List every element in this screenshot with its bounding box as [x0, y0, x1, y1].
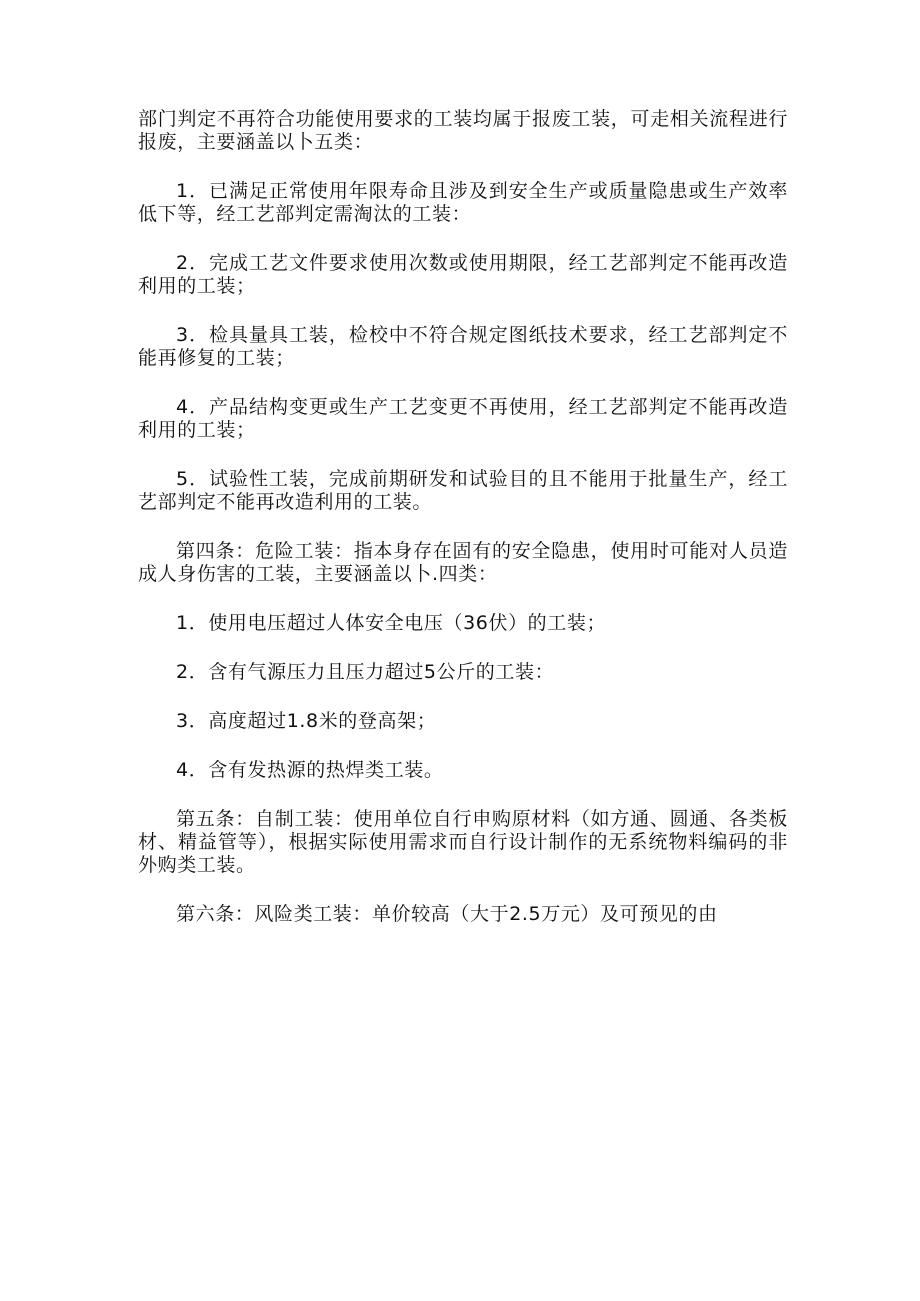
paragraph-danger-item-3: 3．高度超过1.8米的登高架；: [176, 710, 437, 732]
paragraph-intro: 部门判定不再符合功能使用要求的工装均属于报废工装，可走相关流程进行报废，主要涵盖以卜五类：: [138, 108, 788, 153]
paragraph-scrap-item-2: 2．完成工艺文件要求使用次数或使用期限，经工艺部判定不能再改造利用的工装；: [138, 252, 788, 297]
paragraph-scrap-item-1: 1．已满足正常使用年限寿命且涉及到安全生产或质量隐患或生产效率低下等，经工艺部判定需淘汰的工装：: [138, 180, 788, 225]
paragraph-scrap-item-3: 3．检具量具工装，检校中不符合规定图纸技术要求，经工艺部判定不能再修复的工装；: [138, 324, 788, 369]
paragraph-article-5: 第五条：自制工装：使用单位自行申购原材料（如方通、圆通、各类板材、精益管等），根据实际使用需求而自行设计制作的无系统物料编码的非外购类工装。: [138, 808, 788, 876]
paragraph-scrap-item-5: 5．试验性工装，完成前期研发和试验目的且不能用于批量生产，经工艺部判定不能再改造利用的工装。: [138, 468, 788, 513]
paragraph-scrap-item-4: 4．产品结构变更或生产工艺变更不再使用，经工艺部判定不能再改造利用的工装；: [138, 396, 788, 441]
paragraph-danger-item-2: 2．含有气源压力且压力超过5公斤的工装：: [176, 661, 555, 683]
document-body: [138, 108, 788, 952]
paragraph-danger-item-1: 1．使用电压超过人体安全电压（36伏）的工装；: [176, 612, 607, 634]
paragraph-article-6: 第六条：风险类工装：单价较高（大于2.5万元）及可预见的由: [176, 903, 718, 925]
paragraph-danger-item-4: 4．含有发热源的热焊类工装。: [176, 759, 444, 781]
paragraph-article-4: 第四条：危险工装：指本身存在固有的安全隐患，使用时可能对人员造成人身伤害的工装，主要涵盖以卜.四类：: [138, 540, 788, 585]
